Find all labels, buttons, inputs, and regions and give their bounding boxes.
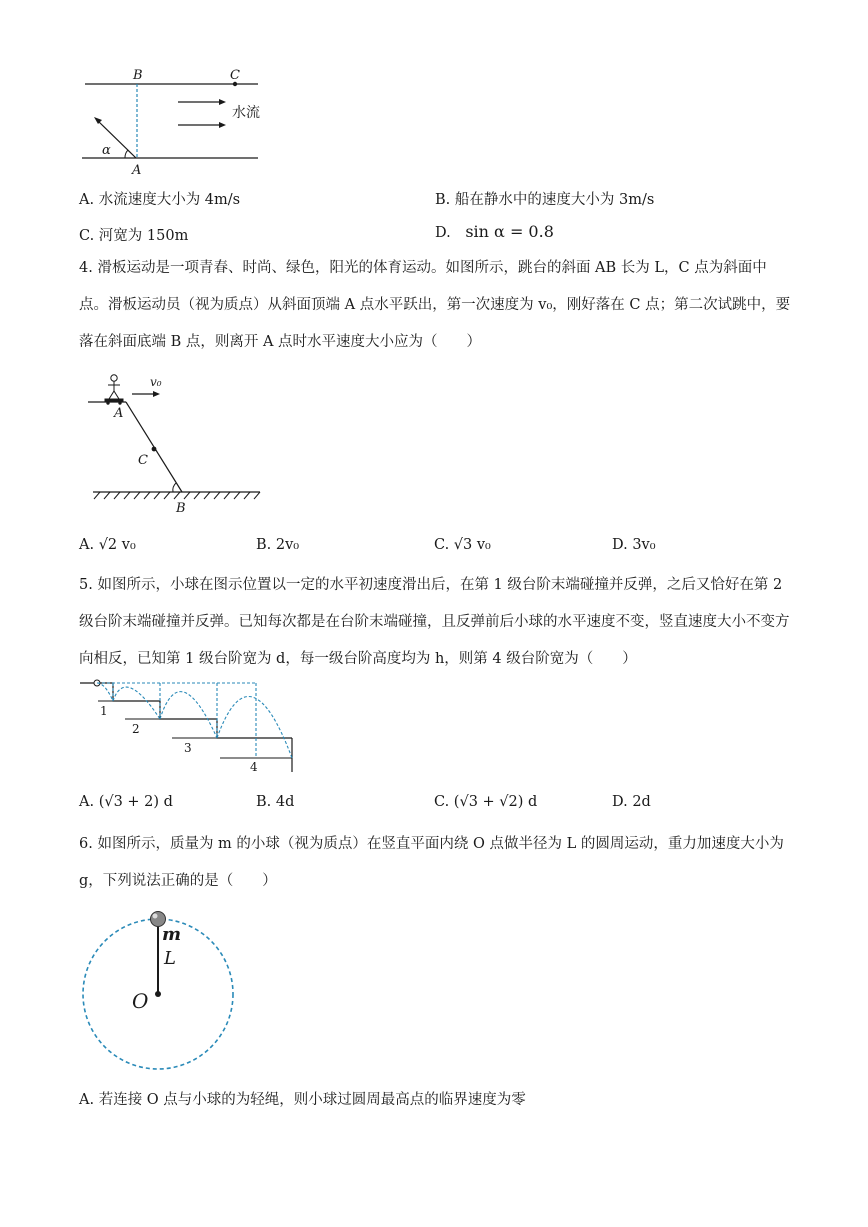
label-a: A xyxy=(114,406,124,421)
step-label-2: 2 xyxy=(132,722,140,736)
label-c: C xyxy=(230,68,240,83)
q4-option-b[interactable]: B. 2v₀ xyxy=(256,537,300,553)
trajectory-arcs xyxy=(97,683,292,758)
label-alpha: α xyxy=(102,143,111,158)
q6-stem: 6. 如图所示，质量为 m 的小球（视为质点）在竖直平面内绕 O 点做半径为 L 的圆周运动，重力加速度大小为 g，下列说法正确的是（ ） xyxy=(79,836,784,889)
q4-option-c[interactable]: C. √3 v₀ xyxy=(434,537,491,553)
label-v0: v₀ xyxy=(150,375,162,389)
label-m: m xyxy=(162,924,182,945)
ski-jump-figure xyxy=(88,372,264,517)
label-b: B xyxy=(133,68,143,83)
q3-option-b[interactable]: B. 船在静水中的速度大小为 3m/s xyxy=(435,192,655,208)
river-crossing-figure xyxy=(80,64,270,184)
q6-option-a[interactable]: A. 若连接 O 点与小球的为轻绳，则小球过圆周最高点的临界速度为零 xyxy=(79,1092,526,1108)
step-label-1: 1 xyxy=(100,704,108,718)
q5-option-b[interactable]: B. 4d xyxy=(256,794,295,810)
ball-highlight xyxy=(153,914,158,919)
q3-option-d-math: sin α = 0.8 xyxy=(465,222,554,241)
q3-option-d-letter: D. xyxy=(435,225,451,241)
stairs-outline xyxy=(80,683,292,772)
circular-motion-figure xyxy=(80,906,240,1072)
water-flow-arrowhead-2 xyxy=(219,122,226,128)
q5-option-a[interactable]: A. (√3 + 2) d xyxy=(79,794,173,810)
q5-option-c[interactable]: C. (√3 + √2) d xyxy=(434,794,538,810)
stairs-bounce-figure xyxy=(80,676,300,778)
label-o: O xyxy=(132,989,149,1013)
q3-option-a[interactable]: A. 水流速度大小为 4m/s xyxy=(79,192,241,208)
q4-stem: 4. 滑板运动是一项青春、时尚、绿色，阳光的体育运动。如图所示，跳台的斜面 AB 长为 L，C 点为斜面中点。滑板运动员（视为质点）从斜面顶端 A 点水平跃出，第一次速度为 v₀，刚好落在 C 点；第二次试跳中，要落在斜面底端 B 点，则离开 A 点时水平速度大小应为（ ） xyxy=(79,260,791,350)
step-underlines xyxy=(98,701,292,758)
step-label-4: 4 xyxy=(250,760,258,774)
label-c: C xyxy=(138,453,148,468)
q3-option-c[interactable]: C. 河宽为 150m xyxy=(79,228,189,244)
water-flow-arrowhead-1 xyxy=(219,99,226,105)
center-point-o xyxy=(155,991,161,997)
angle-alpha-arc xyxy=(125,150,128,158)
q4-option-a[interactable]: A. √2 v₀ xyxy=(79,537,136,553)
label-l: L xyxy=(164,948,176,969)
q5-stem: 5. 如图所示，小球在图示位置以一定的水平初速度滑出后，在第 1 级台阶末端碰撞并反弹，之后又恰好在第 2 级台阶末端碰撞并反弹。已知每次都是在台阶末端碰撞，且反弹前后小球的水平速度不变，竖直速度大小不变方向相反，已知第 1 级台阶宽为 d，每一级台阶高度均为 h，则第 4 级台阶宽为（ ） xyxy=(79,577,790,667)
ground-hatch xyxy=(94,492,260,499)
label-water-flow: 水流 xyxy=(232,105,260,121)
label-b: B xyxy=(176,501,186,516)
angle-arc-b xyxy=(173,483,176,492)
step-label-3: 3 xyxy=(184,741,192,755)
q5-option-d[interactable]: D. 2d xyxy=(612,794,651,810)
q4-option-d[interactable]: D. 3v₀ xyxy=(612,537,656,553)
label-a: A xyxy=(132,163,142,178)
velocity-arrowhead xyxy=(153,391,160,397)
q3-option-d[interactable] xyxy=(435,222,554,241)
point-c xyxy=(152,447,157,452)
skater-icon xyxy=(105,375,123,404)
